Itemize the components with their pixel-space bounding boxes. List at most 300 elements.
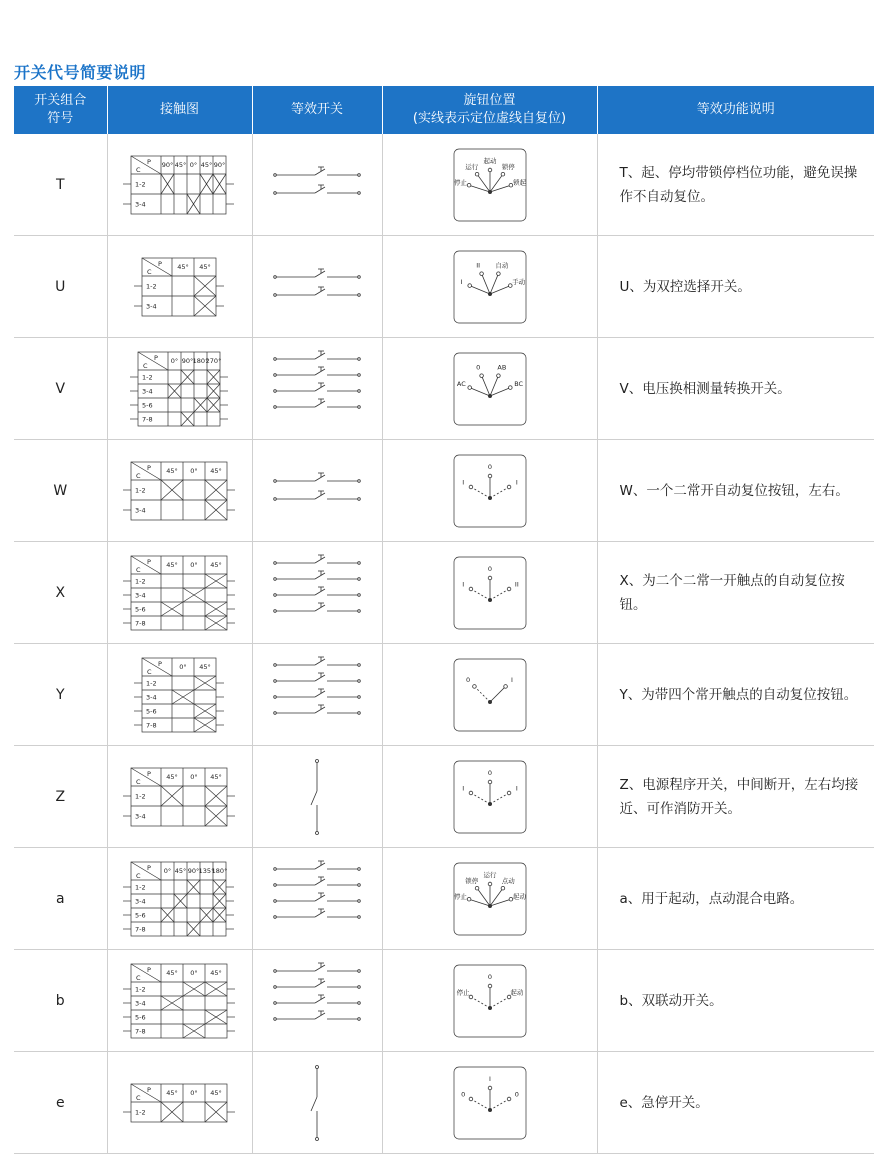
function-description	[597, 848, 874, 950]
knob-pointer	[477, 888, 490, 906]
knob-position-diagram	[453, 760, 527, 834]
terminal-dot	[274, 679, 277, 682]
knob-stop-dot	[488, 1086, 492, 1090]
terminal-dot	[358, 899, 361, 902]
grid-label-p: P	[146, 1085, 151, 1094]
knob-stop-dot	[479, 271, 483, 275]
grid-col-label: 180°	[211, 866, 228, 875]
switch-code-text: X	[55, 584, 66, 601]
switch-blade	[315, 707, 325, 713]
header-equiv: 等效开关	[252, 86, 382, 134]
grid-row-label: 5-6	[134, 1013, 146, 1021]
switch-blade	[315, 605, 325, 611]
knob-position-diagram	[453, 250, 527, 324]
switch-blade	[315, 981, 325, 987]
switch-code-table	[14, 86, 874, 1154]
terminal-dot	[358, 609, 361, 612]
knob-stop-dot	[488, 474, 492, 478]
terminal-dot	[274, 357, 277, 360]
terminal-dot	[358, 405, 361, 408]
knob-position-diagram	[453, 556, 527, 630]
terminal-dot	[358, 1017, 361, 1020]
grid-col-label: 45°	[165, 772, 178, 781]
knob-label: II	[514, 580, 519, 588]
knob-pointer	[470, 997, 489, 1008]
switch-code-text: b	[55, 992, 65, 1009]
knob-label: I	[488, 1074, 491, 1083]
grid-row-label: 1-2	[145, 282, 157, 290]
terminal-dot	[274, 969, 277, 972]
terminal-dot	[358, 577, 361, 580]
knob-position-diagram	[453, 352, 527, 426]
grid-row-label: 1-2	[134, 1108, 146, 1116]
knob-label: I	[515, 478, 518, 486]
equivalent-switch-diagram	[269, 145, 365, 225]
knob-stop-dot	[488, 168, 492, 172]
knob-center	[488, 802, 492, 806]
knob-stop-dot	[501, 172, 505, 176]
grid-label-p: P	[157, 659, 162, 668]
knob-label: I	[510, 675, 513, 684]
grid-col-label: 45°	[165, 466, 178, 475]
table-row	[14, 1052, 874, 1154]
switch-blade	[315, 691, 325, 697]
grid-col-label: 45°	[200, 160, 213, 169]
contact-diagram-cell	[107, 746, 252, 848]
contact-diagram	[124, 349, 236, 429]
knob-center	[488, 394, 492, 398]
function-description-text: U、为双控选择开关。	[619, 278, 751, 295]
contact-diagram	[117, 553, 243, 633]
terminal-dot	[274, 663, 277, 666]
grid-label-p: P	[146, 965, 151, 974]
grid-row-label: 5-6	[134, 605, 146, 613]
knob-pointer	[477, 174, 490, 192]
knob-position-cell	[382, 950, 597, 1052]
grid-col-label: 0°	[189, 772, 198, 781]
knob-stop-dot	[488, 984, 492, 988]
terminal-dot	[358, 479, 361, 482]
knob-label: 0	[487, 972, 492, 981]
knob-center	[488, 598, 492, 602]
contact-diagram	[117, 153, 242, 217]
terminal-dot	[358, 969, 361, 972]
terminal-dot	[274, 1017, 277, 1020]
terminal-dot	[274, 561, 277, 564]
contact-diagram-cell	[107, 134, 252, 236]
grid-row-label: 3-4	[141, 387, 153, 395]
function-description-text: T、起、停均带锁停档位功能，避免误操作不自动复位。	[619, 164, 858, 205]
terminal-dot	[358, 293, 361, 296]
knob-label: 运行	[483, 870, 496, 879]
grid-label-c: C	[135, 1093, 141, 1102]
knob-pointer	[470, 589, 489, 600]
knob-position-cell	[382, 848, 597, 950]
switch-blade	[311, 791, 317, 805]
grid-row-label: 5-6	[145, 707, 157, 715]
grid-col-label: 45°	[209, 1088, 222, 1097]
switch-blade	[315, 895, 325, 901]
grid-row-label: 3-4	[135, 200, 146, 208]
grid-row-label: 7-8	[135, 925, 146, 933]
grid-row-label: 5-6	[141, 401, 153, 409]
terminal-dot	[358, 679, 361, 682]
grid-label-p: P	[147, 863, 151, 872]
equivalent-switch-cell	[252, 644, 382, 746]
knob-center	[488, 292, 492, 296]
knob-pointer	[469, 899, 490, 906]
contact-diagram	[117, 459, 243, 523]
knob-stop-dot	[507, 791, 511, 795]
terminal-dot	[316, 831, 319, 834]
grid-label-p: P	[146, 769, 151, 778]
grid-row-label: 5-6	[135, 911, 146, 919]
knob-stop-dot	[507, 587, 511, 591]
knob-pointer	[490, 686, 506, 702]
knob-pointer	[490, 174, 503, 192]
function-description-text: a、用于起动，点动混合电路。	[619, 890, 804, 907]
contact-diagram-cell	[107, 440, 252, 542]
table-row	[14, 134, 874, 236]
terminal-dot	[358, 1001, 361, 1004]
equivalent-switch-cell	[252, 134, 382, 236]
grid-label-c: C	[146, 267, 152, 276]
terminal-dot	[274, 899, 277, 902]
grid-row-label: 3-4	[134, 812, 146, 820]
knob-position-diagram	[453, 964, 527, 1038]
contact-diagram	[117, 1081, 243, 1125]
switch-blade	[315, 475, 325, 481]
terminal-dot	[274, 577, 277, 580]
knob-label: 0	[487, 564, 492, 573]
equivalent-switch-cell	[252, 440, 382, 542]
switch-blade	[315, 385, 325, 391]
grid-row-label: 3-4	[134, 999, 146, 1007]
terminal-dot	[274, 711, 277, 714]
switch-code	[14, 542, 107, 644]
grid-col-label: 45°	[209, 772, 222, 781]
grid-col-label: 90°	[187, 866, 200, 875]
knob-label: I	[461, 580, 464, 588]
equivalent-switch-cell	[252, 542, 382, 644]
switch-code-text: Z	[55, 788, 66, 805]
knob-label: 手动	[511, 277, 525, 286]
function-description	[597, 542, 874, 644]
grid-label-p: P	[157, 259, 162, 268]
terminal-dot	[358, 389, 361, 392]
knob-position-cell	[382, 440, 597, 542]
grid-label-c: C	[135, 565, 141, 574]
knob-stop-dot	[472, 684, 476, 688]
terminal-dot	[358, 915, 361, 918]
header-contact: 接触图	[107, 86, 252, 134]
grid-col-label: 0°	[189, 968, 198, 977]
terminal-dot	[274, 1001, 277, 1004]
knob-label: 点动	[501, 876, 515, 885]
grid-col-label: 45°	[198, 262, 211, 271]
knob-position-cell	[382, 338, 597, 440]
header-func: 等效功能说明	[597, 86, 874, 134]
equivalent-switch-diagram	[269, 961, 365, 1041]
knob-pointer	[470, 1099, 489, 1110]
knob-stop-dot	[467, 897, 471, 901]
equivalent-switch-diagram	[269, 553, 365, 633]
terminal-dot	[274, 915, 277, 918]
knob-pointer	[469, 185, 490, 192]
contact-diagram-cell	[107, 1052, 252, 1154]
knob-label: AB	[496, 362, 506, 371]
function-description-text: X、为二个二常一开触点的自动复位按钮。	[619, 572, 845, 613]
equivalent-switch-diagram	[269, 757, 365, 837]
contact-diagram-cell	[107, 542, 252, 644]
knob-label: I	[515, 784, 518, 792]
knob-stop-dot	[469, 1097, 473, 1101]
table-row	[14, 950, 874, 1052]
knob-label: 停止	[456, 988, 470, 996]
switch-blade	[315, 589, 325, 595]
grid-col-label: 0°	[170, 356, 178, 365]
switch-code-text: W	[53, 482, 68, 499]
grid-col-label: 0°	[189, 160, 198, 169]
function-description	[597, 134, 874, 236]
switch-code-text: V	[55, 380, 66, 397]
table-row	[14, 236, 874, 338]
table-row	[14, 848, 874, 950]
contact-diagram-cell	[107, 950, 252, 1052]
contact-diagram-cell	[107, 338, 252, 440]
knob-label: I	[459, 277, 462, 286]
knob-stop-dot	[496, 373, 500, 377]
switch-blade	[315, 1013, 325, 1019]
grid-col-label: 45°	[165, 560, 178, 569]
knob-stop-dot	[488, 780, 492, 784]
grid-row-label: 1-2	[134, 985, 146, 993]
switch-code	[14, 440, 107, 542]
terminal-dot	[358, 867, 361, 870]
contact-diagram	[117, 859, 242, 939]
equivalent-switch-cell	[252, 338, 382, 440]
knob-stop-dot	[467, 385, 471, 389]
knob-stop-dot	[475, 886, 479, 890]
knob-label: BC	[513, 379, 523, 388]
knob-label: 0	[487, 462, 492, 471]
switch-blade	[315, 557, 325, 563]
knob-position-diagram	[453, 1066, 527, 1140]
knob-pointer	[490, 185, 511, 192]
knob-center	[488, 190, 492, 194]
switch-code	[14, 236, 107, 338]
contact-diagram-cell	[107, 236, 252, 338]
terminal-dot	[316, 1137, 319, 1140]
knob-center	[488, 1006, 492, 1010]
switch-blade	[311, 1097, 317, 1111]
grid-row-label: 1-2	[134, 577, 146, 585]
knob-position-diagram	[453, 658, 527, 732]
knob-position-cell	[382, 746, 597, 848]
grid-row-label: 1-2	[134, 792, 146, 800]
grid-label-c: C	[135, 471, 141, 480]
grid-col-label: 45°	[198, 662, 211, 671]
knob-position-cell	[382, 1052, 597, 1154]
function-description-text: Z、电源程序开关，中间断开，左右均接近、可作消防开关。	[619, 776, 859, 817]
knob-pointer	[470, 487, 489, 498]
grid-row-label: 7-8	[134, 1027, 146, 1035]
contact-diagram	[128, 255, 232, 319]
table-row	[14, 542, 874, 644]
switch-blade	[315, 353, 325, 359]
table-header-row	[14, 86, 874, 134]
grid-row-label: 3-4	[145, 302, 157, 310]
knob-label: 锁起	[512, 177, 526, 186]
equivalent-switch-cell	[252, 848, 382, 950]
grid-label-c: C	[136, 871, 141, 880]
terminal-dot	[358, 275, 361, 278]
knob-stop-dot	[467, 183, 471, 187]
equivalent-switch-diagram	[269, 349, 365, 429]
knob-stop-dot	[469, 485, 473, 489]
grid-col-label: 0°	[189, 466, 198, 475]
knob-label: I	[461, 478, 464, 486]
switch-blade	[315, 997, 325, 1003]
knob-label: 停止	[453, 891, 467, 900]
grid-col-label: 135°	[198, 866, 215, 875]
knob-frame	[454, 251, 526, 323]
contact-diagram	[117, 765, 243, 829]
grid-row-label: 7-8	[141, 415, 153, 423]
terminal-dot	[358, 985, 361, 988]
switch-code-text: U	[55, 278, 66, 295]
switch-code	[14, 950, 107, 1052]
terminal-dot	[274, 867, 277, 870]
switch-code	[14, 134, 107, 236]
grid-col-label: 0°	[189, 1088, 198, 1097]
equivalent-switch-diagram	[269, 1063, 365, 1143]
terminal-dot	[274, 275, 277, 278]
knob-pointer	[490, 997, 509, 1008]
knob-pointer	[490, 899, 511, 906]
grid-col-label: 45°	[174, 866, 187, 875]
grid-label-c: C	[146, 667, 152, 676]
grid-col-label: 45°	[209, 560, 222, 569]
grid-label-c: C	[142, 361, 148, 370]
switch-code	[14, 644, 107, 746]
knob-center	[488, 496, 492, 500]
terminal-dot	[274, 389, 277, 392]
grid-row-label: 1-2	[145, 679, 157, 687]
terminal-dot	[358, 593, 361, 596]
terminal-dot	[274, 191, 277, 194]
function-description-text: Y、为带四个常开触点的自动复位按钮。	[619, 686, 858, 703]
terminal-dot	[274, 373, 277, 376]
knob-position-cell	[382, 134, 597, 236]
switch-code-text: a	[55, 890, 65, 907]
switch-blade	[315, 879, 325, 885]
terminal-dot	[274, 883, 277, 886]
knob-label: 0	[487, 768, 492, 777]
header-knob	[382, 86, 597, 134]
grid-row-label: 3-4	[134, 591, 146, 599]
terminal-dot	[274, 293, 277, 296]
grid-col-label: 45°	[209, 466, 222, 475]
terminal-dot	[274, 479, 277, 482]
header-code: 开关组合符号	[14, 86, 107, 134]
knob-label: I	[461, 784, 464, 792]
knob-label: 起动	[509, 988, 523, 996]
knob-pointer	[490, 1099, 509, 1110]
equivalent-switch-diagram	[269, 655, 365, 735]
knob-frame	[454, 353, 526, 425]
grid-col-label: 45°	[165, 968, 178, 977]
function-description	[597, 1052, 874, 1154]
switch-code	[14, 848, 107, 950]
grid-label-c: C	[135, 973, 141, 982]
function-description	[597, 236, 874, 338]
terminal-dot	[358, 373, 361, 376]
knob-stop-dot	[488, 882, 492, 886]
contact-diagram-cell	[107, 848, 252, 950]
equivalent-switch-diagram	[269, 451, 365, 531]
grid-label-p: P	[146, 557, 151, 566]
switch-code	[14, 1052, 107, 1154]
grid-row-label: 1-2	[134, 486, 146, 494]
terminal-dot	[358, 561, 361, 564]
terminal-dot	[358, 695, 361, 698]
terminal-dot	[274, 609, 277, 612]
knob-pointer	[490, 487, 509, 498]
knob-position-cell	[382, 644, 597, 746]
knob-label: AC	[456, 379, 466, 388]
header-knob-title: 旋钮位置	[463, 93, 516, 108]
terminal-dot	[358, 357, 361, 360]
switch-blade	[315, 187, 325, 193]
switch-blade	[315, 271, 325, 277]
grid-label-p: P	[153, 353, 158, 362]
knob-label: 运行	[464, 162, 478, 171]
switch-code-text: e	[55, 1094, 65, 1111]
function-description	[597, 746, 874, 848]
knob-stop-dot	[479, 373, 483, 377]
function-description	[597, 644, 874, 746]
terminal-dot	[274, 985, 277, 988]
table-row	[14, 746, 874, 848]
function-description	[597, 338, 874, 440]
terminal-dot	[274, 593, 277, 596]
grid-col-label: 270°	[205, 356, 221, 365]
grid-col-label: 180°	[192, 356, 208, 365]
switch-blade	[315, 911, 325, 917]
grid-row-label: 1-2	[135, 180, 146, 188]
grid-label-c: C	[136, 165, 141, 174]
knob-center	[488, 1108, 492, 1112]
knob-stop-dot	[508, 385, 512, 389]
switch-code	[14, 746, 107, 848]
switch-blade	[315, 289, 325, 295]
equivalent-switch-cell	[252, 1052, 382, 1154]
contact-diagram	[128, 655, 232, 735]
knob-pointer	[490, 888, 503, 906]
knob-label: 起动	[483, 156, 496, 165]
switch-blade	[315, 493, 325, 499]
knob-label: 起动	[512, 891, 526, 900]
knob-stop-dot	[501, 886, 505, 890]
grid-label-p: P	[146, 463, 151, 472]
knob-stop-dot	[496, 271, 500, 275]
function-description	[597, 440, 874, 542]
function-description-text: V、电压换相测量转换开关。	[619, 380, 791, 397]
header-knob-sub: (实线表示定位虚线自复位)	[412, 111, 567, 126]
function-description-text: e、急停开关。	[619, 1094, 709, 1111]
grid-row-label: 3-4	[135, 897, 146, 905]
